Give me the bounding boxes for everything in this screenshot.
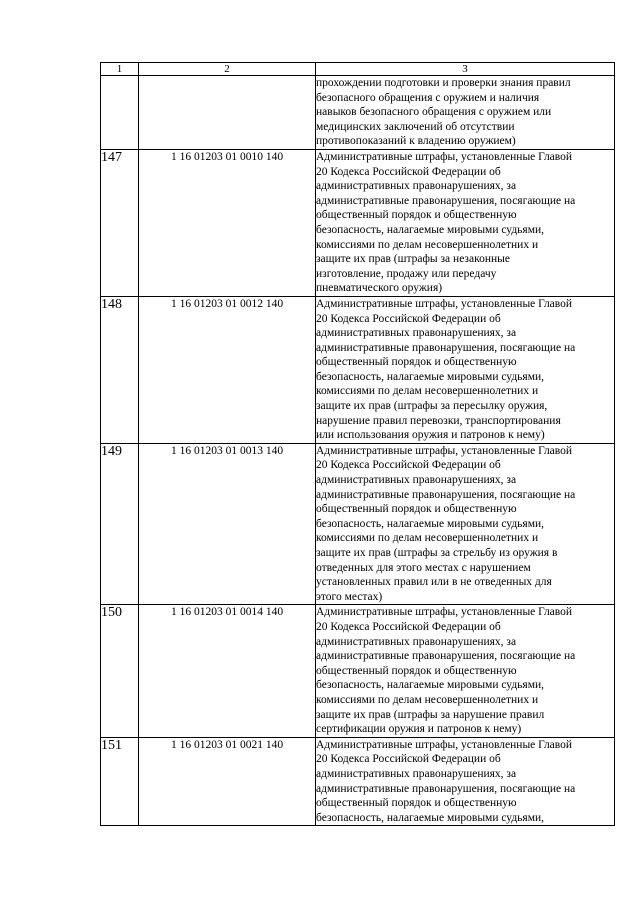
table-row	[101, 76, 615, 150]
description-line: установленных правил или в не отведенных для	[316, 576, 552, 589]
description-line: комиссиями по делам несовершеннолетних и	[316, 385, 539, 398]
description-line: 20 Кодекса Российской Федерации об	[316, 753, 501, 766]
description-line: 20 Кодекса Российской Федерации об	[316, 165, 501, 178]
description-line: изготовление, продажу или передачу	[316, 267, 497, 280]
table-row	[101, 737, 615, 826]
description-line: административные правонарушения, посягающие на	[316, 194, 576, 207]
table-row	[101, 443, 615, 605]
description-line: административные правонарушения, посягающие на	[316, 488, 576, 501]
description-cell	[316, 296, 615, 443]
description-line: Административные штрафы, установленные Главой	[316, 444, 573, 457]
description-line: безопасного обращения с оружием и наличия	[316, 91, 540, 104]
description-line: административные правонарушения, посягающие на	[316, 650, 576, 663]
description-line: защите их прав (штрафы за нарушение правил	[316, 708, 545, 721]
description-cell	[316, 605, 615, 737]
description-line: общественный порядок и общественную	[316, 797, 517, 810]
description-line: административных правонарушениях, за	[316, 474, 517, 487]
row-number: 147	[101, 149, 139, 296]
row-number: 148	[101, 296, 139, 443]
row-number: 149	[101, 443, 139, 605]
description-line: административных правонарушениях, за	[316, 635, 517, 648]
description-line: защите их прав (штрафы за стрельбу из оружия в	[316, 547, 558, 559]
description-line: Административные штрафы, установленные Главой	[316, 297, 573, 310]
description-cell	[316, 737, 615, 826]
description-line: прохождении подготовки и проверки знания правил	[316, 77, 571, 89]
description-line: защите их прав (штрафы за пересылку оружия,	[316, 400, 548, 413]
description-line: административные правонарушения, посягающие на	[316, 782, 576, 795]
description-line: пневматического оружия)	[316, 282, 443, 295]
row-number: 150	[101, 605, 139, 737]
description-line: комиссиями по делам несовершеннолетних и	[316, 693, 539, 706]
description-line: 20 Кодекса Российской Федерации об	[316, 620, 501, 633]
description-line: защите их прав (штрафы за незаконные	[316, 253, 510, 266]
description-cell	[316, 443, 615, 605]
budget-code: 1 16 01203 01 0013 140	[139, 443, 316, 605]
table-row	[101, 605, 615, 737]
description-line: административных правонарушениях, за	[316, 180, 517, 193]
description-line: безопасность, налагаемые мировыми судьями,	[316, 679, 545, 692]
description-line: медицинских заключений об отсутствии	[316, 120, 515, 133]
description-line: безопасность, налагаемые мировыми судьями,	[316, 517, 545, 530]
description-line: комиссиями по делам несовершеннолетних и	[316, 238, 539, 251]
header-col-3: 3	[316, 63, 615, 76]
header-row	[101, 63, 615, 76]
description-line: 20 Кодекса Российской Федерации об	[316, 312, 501, 325]
budget-code: 1 16 01203 01 0014 140	[139, 605, 316, 737]
description-line: сертификации оружия и патронов к нему)	[316, 723, 522, 736]
row-number: 151	[101, 737, 139, 826]
description-cell	[316, 76, 615, 150]
budget-code	[139, 76, 316, 150]
description-line: нарушение правил перевозки, транспортирования	[316, 414, 561, 427]
budget-codes-table	[100, 62, 615, 826]
description-line: Административные штрафы, установленные Главой	[316, 738, 573, 751]
description-line: Административные штрафы, установленные Главой	[316, 150, 573, 163]
description-line: или использования оружия и патронов к нему)	[316, 429, 545, 442]
row-number	[101, 76, 139, 150]
description-line: общественный порядок и общественную	[316, 664, 517, 677]
description-line: отведенных для этого местах с нарушением	[316, 561, 531, 574]
description-line: общественный порядок и общественную	[316, 503, 517, 516]
description-line: этого местах)	[316, 590, 383, 603]
description-line: безопасность, налагаемые мировыми судьями,	[316, 223, 545, 236]
description-line: Административные штрафы, установленные Главой	[316, 606, 573, 619]
description-line: общественный порядок и общественную	[316, 209, 517, 222]
budget-code: 1 16 01203 01 0010 140	[139, 149, 316, 296]
description-line: комиссиями по делам несовершеннолетних и	[316, 532, 539, 545]
description-cell	[316, 149, 615, 296]
description-line: безопасность, налагаемые мировыми судьями,	[316, 370, 545, 383]
description-line: общественный порядок и общественную	[316, 356, 517, 369]
header-col-2: 2	[139, 63, 316, 76]
table-row	[101, 149, 615, 296]
description-line: административных правонарушениях, за	[316, 767, 517, 780]
description-line: 20 Кодекса Российской Федерации об	[316, 459, 501, 472]
description-line: навыков безопасного обращения с оружием или	[316, 106, 552, 119]
description-line: безопасность, налагаемые мировыми судьями,	[316, 811, 545, 824]
budget-code: 1 16 01203 01 0012 140	[139, 296, 316, 443]
description-line: административные правонарушения, посягающие на	[316, 341, 576, 354]
description-line: административных правонарушениях, за	[316, 327, 517, 340]
header-col-1: 1	[101, 63, 139, 76]
description-line: противопоказаний к владению оружием)	[316, 135, 516, 148]
table-row	[101, 296, 615, 443]
budget-code: 1 16 01203 01 0021 140	[139, 737, 316, 826]
